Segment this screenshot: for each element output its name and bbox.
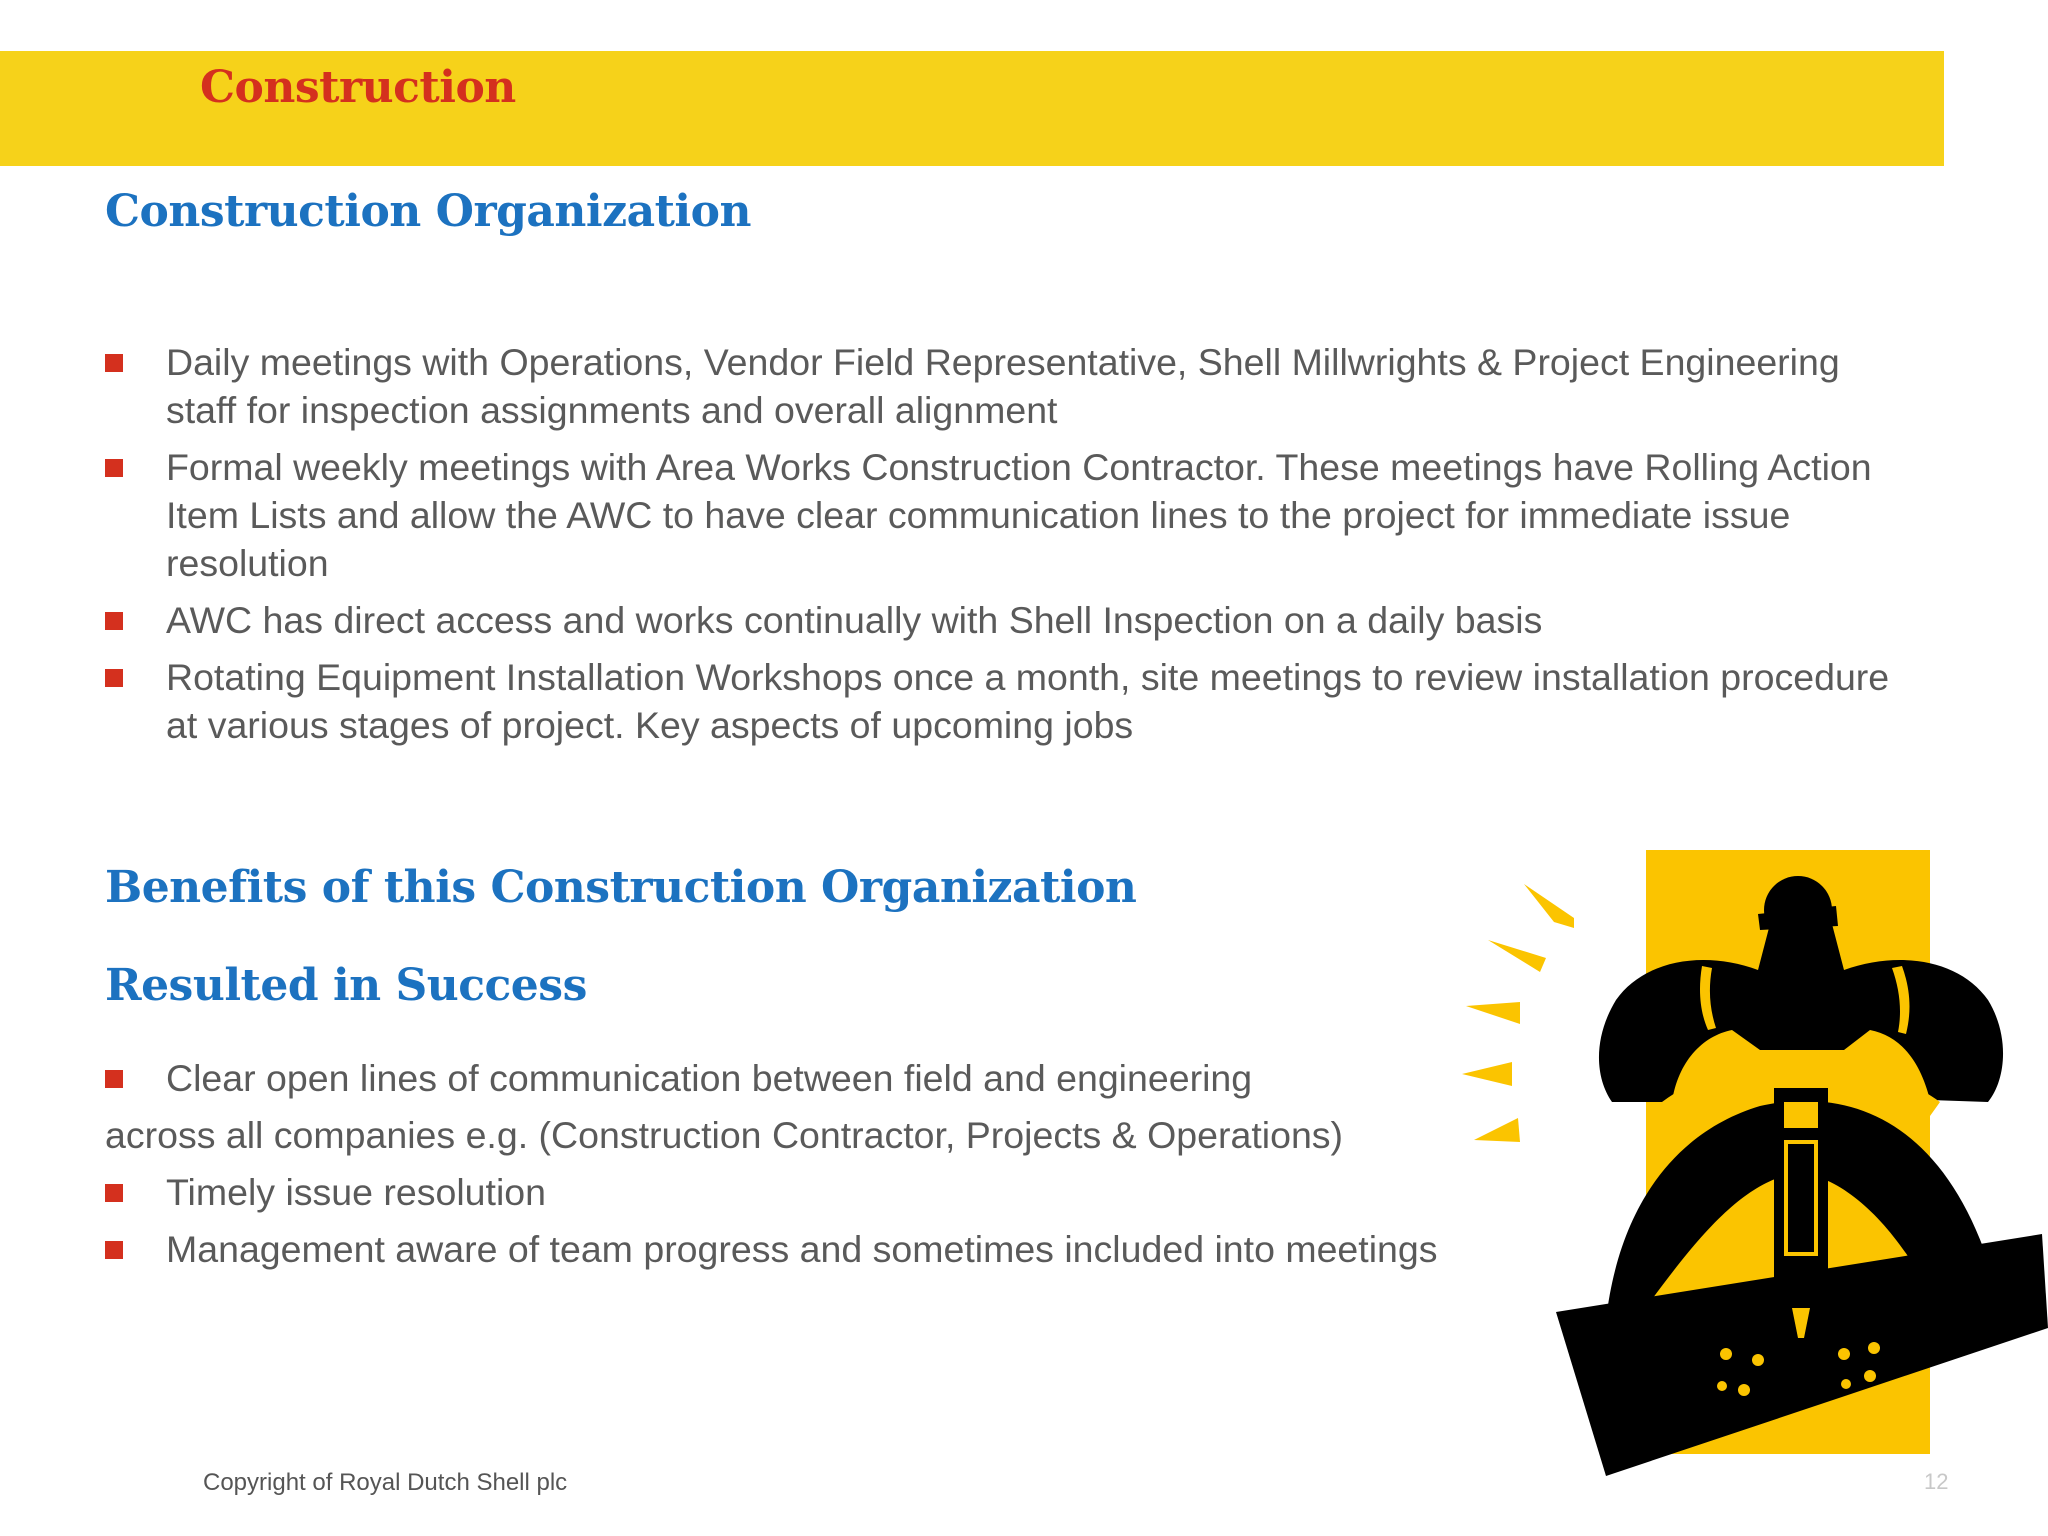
list-item — [105, 338, 1905, 434]
debris-dot — [1717, 1381, 1727, 1391]
debris-dot — [1752, 1354, 1764, 1366]
success-subheading: Resulted in Success — [105, 960, 587, 1011]
debris-dot — [1738, 1384, 1750, 1396]
debris-dot — [1841, 1379, 1851, 1389]
bullet-square-icon — [105, 1241, 123, 1259]
bullet-square-icon — [105, 612, 123, 630]
bullet-square-icon — [105, 669, 123, 687]
page-number: 12 — [1924, 1469, 1949, 1494]
list-item — [105, 443, 1905, 587]
jackhammer-window — [1784, 1102, 1818, 1128]
copyright-text: Copyright of Royal Dutch Shell plc — [203, 1469, 568, 1496]
debris-dot — [1868, 1342, 1880, 1354]
bullet-text: AWC has direct access and works continually with Shell Inspection on a daily basis — [166, 599, 1543, 641]
bullet-square-icon — [105, 1184, 123, 1202]
impact-ray — [1462, 1062, 1512, 1086]
list-item — [105, 1054, 1565, 1102]
impact-ray — [1474, 1118, 1520, 1142]
section-title: Construction — [200, 62, 516, 113]
bullet-square-icon — [105, 459, 123, 477]
bullet-text: Clear open lines of communication between field and engineering — [166, 1057, 1253, 1099]
impact-ray — [1524, 884, 1574, 928]
list-item-continuation — [105, 1111, 1565, 1159]
list-item — [105, 1225, 1565, 1273]
list-item — [105, 596, 1905, 644]
jackhammer-worker-clipart — [1440, 840, 2048, 1480]
list-item — [105, 653, 1905, 749]
organization-bullet-list — [105, 338, 1905, 758]
debris-dot — [1720, 1348, 1732, 1360]
bullet-text: Rotating Equipment Installation Workshops once a month, site meetings to review installation procedure at various stages of project. Key aspects of upcoming jobs — [166, 656, 1890, 746]
list-item — [105, 1168, 1565, 1216]
bullet-square-icon — [105, 354, 123, 372]
bullet-text: Timely issue resolution — [166, 1171, 546, 1213]
bullet-text: Management aware of team progress and sometimes included into meetings — [166, 1228, 1438, 1270]
bullet-text: across all companies e.g. (Construction Contractor, Projects & Operations) — [105, 1114, 1344, 1156]
impact-ray — [1488, 940, 1546, 972]
benefits-bullet-list — [105, 1054, 1565, 1282]
organization-heading: Construction Organization — [105, 186, 751, 237]
jackhammer-core — [1788, 1144, 1814, 1252]
impact-ray — [1466, 1002, 1520, 1024]
bullet-text: Daily meetings with Operations, Vendor Field Representative, Shell Millwrights & Project Engineering staff for inspection assignments and overall alignment — [166, 341, 1840, 431]
bullet-text: Formal weekly meetings with Area Works Construction Contractor. These meetings have Rolling Action Item Lists and allow the AWC to have clear communication lines to the project for immediate issue resolution — [166, 446, 1872, 584]
bullet-square-icon — [105, 1070, 123, 1088]
benefits-heading: Benefits of this Construction Organization — [105, 862, 1137, 913]
debris-dot — [1864, 1370, 1876, 1382]
debris-dot — [1838, 1348, 1850, 1360]
